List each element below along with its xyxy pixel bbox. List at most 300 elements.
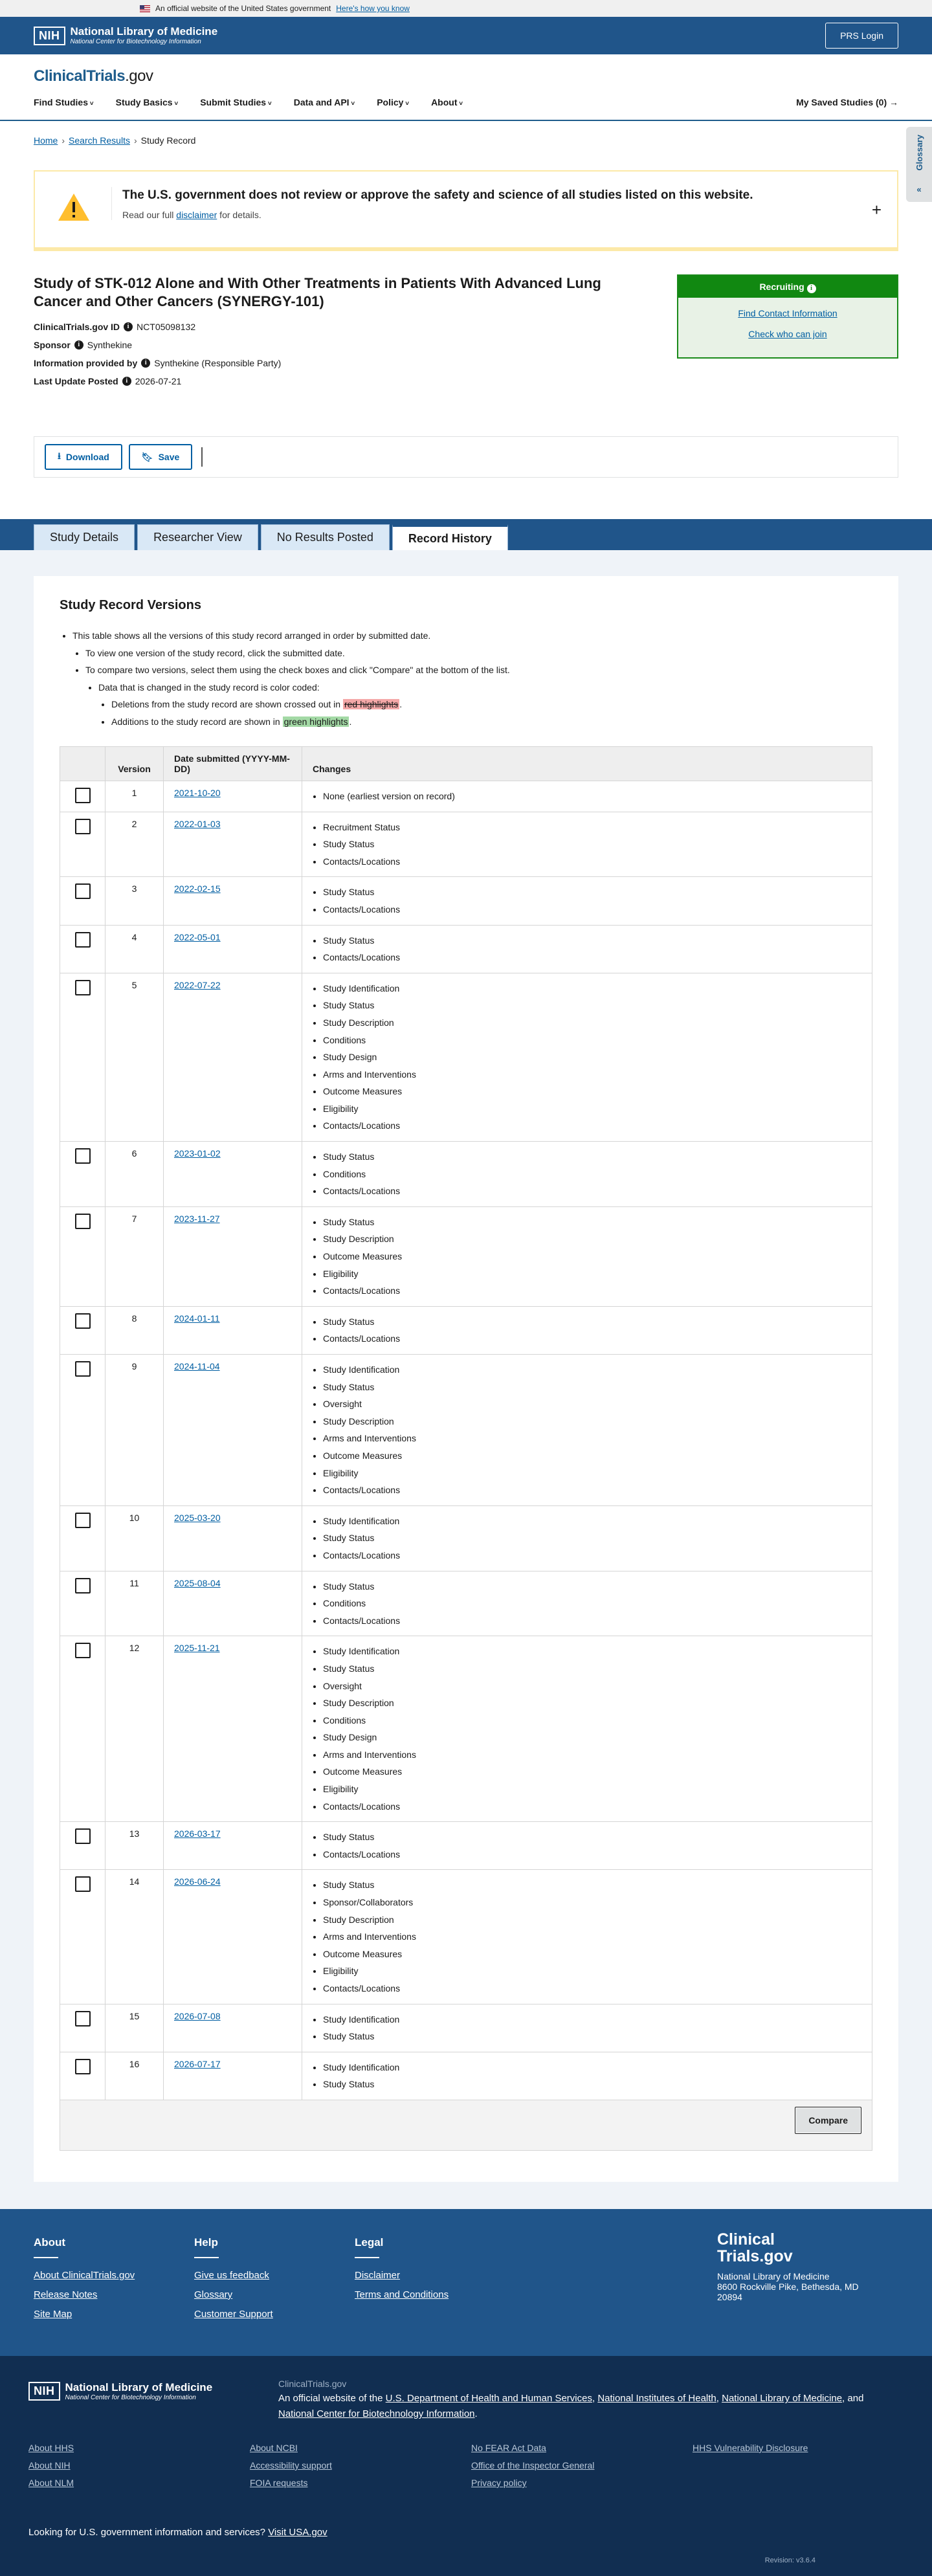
changes-cell: [302, 1355, 872, 1506]
col-date: Date submitted (YYYY-MM-DD): [164, 746, 302, 781]
footer-address: [717, 2231, 885, 2303]
tip-view: • To view one version of the study record, click the submitted date.: [85, 645, 872, 662]
save-button[interactable]: 🔖︎ Save: [129, 444, 192, 470]
tab-record-history[interactable]: Record History: [392, 524, 508, 550]
official-statement: ClinicalTrials.gov An official website of the U.S. Department of Health and Human Services, National Institutes of Health, National Library of Medicine, and National Center for Biotechnology Information.: [278, 2378, 864, 2420]
recruitment-status-box: [677, 274, 898, 359]
sponsor-value: Synthekine: [87, 340, 133, 350]
version-row: [60, 812, 872, 877]
tab-study-details[interactable]: Study Details: [34, 524, 135, 550]
version-number: 8: [105, 1306, 164, 1354]
version-checkbox[interactable]: [75, 1513, 91, 1528]
change-item: • Sponsor/Collaborators: [323, 1894, 861, 1911]
change-item: • Study Identification: [323, 1643, 861, 1660]
change-item: • Contacts/Locations: [323, 1547, 861, 1564]
version-date-link[interactable]: 2024-11-04: [174, 1361, 220, 1371]
info-icon[interactable]: i: [122, 377, 131, 386]
study-header: [0, 274, 932, 436]
version-date-link[interactable]: 2021-10-20: [174, 787, 221, 798]
versions-table: [60, 746, 872, 2151]
changes-cell: [302, 2004, 872, 2052]
version-date-link[interactable]: 2023-01-02: [174, 1148, 221, 1159]
nih-logo: NIH: [28, 2382, 60, 2401]
change-item: • Oversight: [323, 1395, 861, 1413]
version-row: [60, 1505, 872, 1571]
info-icon[interactable]: i: [74, 340, 83, 350]
footer-brand[interactable]: Clinical Trials.gov: [717, 2230, 793, 2266]
versions-instructions: [72, 627, 872, 731]
download-button[interactable]: ⭳ Download: [45, 444, 122, 470]
version-row: [60, 925, 872, 973]
date-cell: [164, 1822, 302, 1870]
tip-color-coded: • Data that is changed in the study record is color coded:: [98, 679, 872, 696]
col-version: Version: [105, 746, 164, 781]
change-item: • Arms and Interventions: [323, 1066, 861, 1083]
select-cell: [60, 1206, 105, 1306]
date-cell: [164, 1505, 302, 1571]
version-number: 9: [105, 1355, 164, 1506]
chevron-right-icon: ›: [133, 135, 137, 146]
tab-no-results-posted[interactable]: No Results Posted: [261, 524, 390, 550]
changes-cell: [302, 1571, 872, 1636]
toolbar-divider: [201, 447, 203, 467]
date-cell: [164, 1571, 302, 1636]
nlm-subtitle: National Center for Biotechnology Information: [70, 38, 201, 45]
site-header: [0, 54, 932, 121]
nlm-header: [0, 17, 932, 54]
compare-button[interactable]: Compare: [795, 2107, 861, 2134]
version-checkbox[interactable]: [75, 932, 91, 948]
change-item: • Contacts/Locations: [323, 1282, 861, 1300]
changes-cell: [302, 1142, 872, 1207]
change-item: • Study Identification: [323, 980, 861, 997]
version-date-link[interactable]: 2022-01-03: [174, 818, 221, 829]
change-item: • Study Description: [323, 1230, 861, 1248]
change-item: • Contacts/Locations: [323, 853, 861, 871]
footer-links-col3: [471, 2443, 594, 2495]
footer-disclaimer-link[interactable]: Disclaimer: [355, 2269, 401, 2281]
select-cell: [60, 925, 105, 973]
version-number: 10: [105, 1505, 164, 1571]
info-icon[interactable]: i: [124, 322, 133, 331]
change-item: • Recruitment Status: [323, 819, 861, 836]
change-item: • Eligibility: [323, 1100, 861, 1118]
footer-release-notes-link[interactable]: Release Notes: [34, 2289, 98, 2300]
col-changes: Changes: [302, 746, 872, 781]
nih-logo: NIH: [34, 27, 65, 45]
version-number: 7: [105, 1206, 164, 1306]
footer-legal-heading: Legal: [355, 2236, 384, 2248]
change-item: • Outcome Measures: [323, 1763, 861, 1781]
main-nav: [34, 97, 463, 107]
about-ncbi-link[interactable]: About NCBI: [250, 2442, 298, 2453]
revision-text: Revision: v3.6.4: [764, 2556, 816, 2564]
version-checkbox[interactable]: [75, 980, 91, 995]
version-checkbox[interactable]: [75, 1214, 91, 1229]
intro-text: • This table shows all the versions of this study record arranged in order by submitted date.: [72, 627, 872, 645]
glossary-tab[interactable]: [906, 127, 932, 202]
change-item: • Study Status: [323, 2076, 861, 2093]
version-checkbox[interactable]: [75, 1876, 91, 1892]
change-item: • Study Status: [323, 932, 861, 949]
version-number: 5: [105, 973, 164, 1141]
alert-text: Read our full disclaimer for details.: [122, 209, 261, 220]
version-row: [60, 1306, 872, 1354]
version-date-link[interactable]: 2022-05-01: [174, 931, 221, 942]
change-item: • Conditions: [323, 1712, 861, 1729]
info-icon[interactable]: i: [141, 359, 150, 368]
change-item: • Study Status: [323, 1379, 861, 1396]
download-icon: ⭳: [58, 450, 61, 461]
footer-links-col1: [28, 2443, 74, 2495]
select-cell: [60, 812, 105, 877]
version-row: [60, 973, 872, 1141]
versions-heading: Study Record Versions: [60, 598, 201, 612]
version-number: 15: [105, 2004, 164, 2052]
version-date-link[interactable]: 2025-11-21: [174, 1643, 220, 1654]
version-date-link[interactable]: 2025-03-20: [174, 1512, 221, 1523]
change-item: • Arms and Interventions: [323, 1928, 861, 1946]
usagov-link[interactable]: Visit USA.gov: [268, 2526, 327, 2538]
study-title: Study of STK-012 Alone and With Other Treatments in Patients With Advanced Lung Cancer and Other Cancers (SYNERGY-101): [34, 275, 601, 309]
change-item: • Outcome Measures: [323, 1447, 861, 1465]
inspector-general-link[interactable]: Office of the Inspector General: [471, 2459, 595, 2471]
version-checkbox[interactable]: [75, 2059, 91, 2074]
version-row: [60, 781, 872, 812]
version-number: 1: [105, 781, 164, 812]
change-item: • Contacts/Locations: [323, 1798, 861, 1815]
nav-find-studies[interactable]: Find Studies ˅: [34, 97, 94, 107]
nav-study-basics[interactable]: Study Basics ˅: [116, 97, 179, 107]
usagov-line: Looking for U.S. government information and services? Visit USA.gov: [28, 2526, 327, 2538]
date-cell: [164, 1870, 302, 2004]
date-cell: [164, 1206, 302, 1306]
footer-help-heading: Help: [194, 2236, 218, 2248]
privacy-policy-link[interactable]: Privacy policy: [471, 2477, 527, 2488]
select-cell: [60, 1355, 105, 1506]
version-date-link[interactable]: 2026-07-08: [174, 2010, 221, 2021]
change-item: • Study Status: [323, 883, 861, 901]
check-eligibility-link[interactable]: Check who can join: [748, 329, 827, 339]
col-select: [60, 746, 105, 781]
footer-about-heading: About: [34, 2236, 66, 2248]
change-item: • Study Status: [323, 836, 861, 853]
select-cell: [60, 973, 105, 1141]
alert-heading: The U.S. government does not review or approve the safety and science of all studies listed on this website.: [122, 188, 753, 202]
clinicaltrials-logo[interactable]: [34, 67, 153, 85]
changes-cell: [302, 1206, 872, 1306]
select-cell: [60, 1870, 105, 2004]
footer-terms-link[interactable]: Terms and Conditions: [355, 2289, 449, 2300]
changes-cell: [302, 781, 872, 812]
version-date-link[interactable]: 2026-03-17: [174, 1828, 221, 1839]
logo-part-b: .gov: [125, 67, 153, 85]
version-number: 3: [105, 877, 164, 925]
change-item: • Study Description: [323, 1911, 861, 1929]
version-date-link[interactable]: 2025-08-04: [174, 1577, 221, 1588]
accessibility-link[interactable]: Accessibility support: [250, 2459, 332, 2471]
change-item: • Contacts/Locations: [323, 1482, 861, 1499]
change-item: • Study Identification: [323, 1361, 861, 1379]
version-checkbox[interactable]: [75, 1643, 91, 1658]
version-row: [60, 2052, 872, 2100]
version-row: [60, 877, 872, 925]
change-item: • Contacts/Locations: [323, 1846, 861, 1863]
no-fear-act-link[interactable]: No FEAR Act Data: [471, 2442, 546, 2453]
version-number: 14: [105, 1870, 164, 2004]
compare-row: [60, 2100, 872, 2150]
select-cell: [60, 1306, 105, 1354]
version-checkbox[interactable]: [75, 819, 91, 834]
version-date-link[interactable]: 2022-07-22: [174, 979, 221, 990]
nav-policy[interactable]: Policy ˅: [377, 97, 409, 107]
changes-cell: [302, 1505, 872, 1571]
version-date-link[interactable]: 2023-11-27: [174, 1213, 220, 1224]
select-cell: [60, 1505, 105, 1571]
change-item: • Contacts/Locations: [323, 1330, 861, 1348]
version-row: [60, 1355, 872, 1506]
version-date-link[interactable]: 2026-06-24: [174, 1876, 221, 1887]
breadcrumb-home[interactable]: Home: [34, 135, 58, 146]
change-item: • Contacts/Locations: [323, 1980, 861, 1997]
version-checkbox[interactable]: [75, 788, 91, 803]
change-item: • Eligibility: [323, 1781, 861, 1798]
footer-support-link[interactable]: Customer Support: [194, 2308, 273, 2320]
study-tabs: [0, 519, 932, 550]
change-item: • Study Status: [323, 1214, 861, 1231]
nlm-footer-logo[interactable]: NIH National Library of Medicine National Center for Biotechnology Information: [28, 2382, 212, 2401]
change-item: • Study Status: [323, 997, 861, 1014]
footer-links-col4: [693, 2443, 808, 2460]
id-value: NCT05098132: [137, 322, 196, 332]
change-item: • Study Design: [323, 1729, 861, 1746]
change-item: • Study Status: [323, 1876, 861, 1894]
additions-note: • Additions to the study record are shown in green highlights .: [111, 713, 872, 731]
expand-plus-icon[interactable]: +: [871, 200, 882, 219]
logo-part-a: ClinicalTrials: [34, 67, 126, 85]
vulnerability-disclosure-link[interactable]: HHS Vulnerability Disclosure: [693, 2442, 808, 2453]
change-item: • Conditions: [323, 1595, 861, 1612]
changes-cell: [302, 2052, 872, 2100]
nav-data-and-api[interactable]: Data and API ˅: [294, 97, 355, 107]
last-update-value: 2026-07-21: [135, 376, 182, 386]
version-date-link[interactable]: 2026-07-17: [174, 2058, 221, 2069]
change-item: • Conditions: [323, 1166, 861, 1183]
red-highlight-sample: red highlights: [344, 699, 399, 710]
select-cell: [60, 1822, 105, 1870]
version-row: [60, 1636, 872, 1822]
gov-banner: [0, 0, 932, 17]
nav-about[interactable]: About ˅: [431, 97, 463, 107]
last-update-label: Last Update Posted: [34, 376, 118, 386]
footer-help-column: [194, 2236, 273, 2328]
versions-card: [34, 576, 898, 2182]
footer-street-address: 8600 Rockville Pike, Bethesda, MD 20894: [717, 2282, 859, 2303]
footer-feedback-link[interactable]: Give us feedback: [194, 2269, 269, 2281]
change-item: • Conditions: [323, 1032, 861, 1049]
change-item: • Contacts/Locations: [323, 1117, 861, 1135]
version-checkbox[interactable]: [75, 1578, 91, 1593]
change-item: • Study Description: [323, 1694, 861, 1712]
version-checkbox[interactable]: [75, 883, 91, 899]
heres-how-you-know-link[interactable]: Here's how you know: [336, 4, 410, 13]
version-checkbox[interactable]: [75, 1361, 91, 1377]
date-cell: [164, 1636, 302, 1822]
version-checkbox[interactable]: [75, 2011, 91, 2026]
tab-researcher-view[interactable]: Researcher View: [137, 524, 258, 550]
version-row: [60, 1822, 872, 1870]
changes-cell: [302, 1306, 872, 1354]
breadcrumb: [0, 121, 932, 156]
disclaimer-link[interactable]: disclaimer: [176, 209, 217, 220]
footer-about-ct-link[interactable]: About ClinicalTrials.gov: [34, 2269, 135, 2281]
changes-cell: [302, 1636, 872, 1822]
date-cell: [164, 925, 302, 973]
id-label: ClinicalTrials.gov ID: [34, 322, 120, 332]
about-nlm-link[interactable]: About NLM: [28, 2477, 74, 2488]
tip-compare: • To compare two versions, select them using the check boxes and click "Compare" at the bottom of the list.: [85, 661, 872, 679]
warning-icon: [57, 192, 91, 222]
change-item: • Study Status: [323, 1313, 861, 1331]
change-item: • Study Identification: [323, 1513, 861, 1530]
version-row: [60, 1571, 872, 1636]
change-item: • Study Status: [323, 1148, 861, 1166]
record-history-section: [0, 550, 932, 2209]
change-item: • Contacts/Locations: [323, 1183, 861, 1200]
change-item: • Study Status: [323, 1660, 861, 1678]
find-contact-link[interactable]: Find Contact Information: [738, 308, 838, 318]
gov-banner-text: An official website of the United States government: [155, 4, 331, 13]
version-date-link[interactable]: 2022-02-15: [174, 883, 221, 894]
breadcrumb-current: Study Record: [140, 135, 196, 146]
about-hhs-link[interactable]: About HHS: [28, 2442, 74, 2453]
glossary-label: Glossary: [914, 135, 924, 171]
us-flag-icon: [140, 5, 150, 12]
change-item: • Arms and Interventions: [323, 1746, 861, 1764]
footer-legal-column: [355, 2236, 449, 2309]
version-checkbox[interactable]: [75, 1313, 91, 1329]
nlm-logo[interactable]: [34, 26, 217, 45]
changes-cell: [302, 877, 872, 925]
recruiting-status: Recruiting i: [678, 276, 897, 298]
date-cell: [164, 973, 302, 1141]
changes-cell: [302, 1870, 872, 2004]
ncbi-link[interactable]: National Center for Biotechnology Information: [278, 2408, 475, 2420]
change-item: • None (earliest version on record): [323, 788, 861, 805]
change-item: • Contacts/Locations: [323, 1612, 861, 1630]
change-item: • Eligibility: [323, 1962, 861, 1980]
change-item: • Outcome Measures: [323, 1946, 861, 1963]
date-cell: [164, 877, 302, 925]
version-number: 2: [105, 812, 164, 877]
date-cell: [164, 812, 302, 877]
info-provided-value: Synthekine (Responsible Party): [154, 358, 282, 368]
green-highlight-sample: green highlights: [283, 716, 348, 727]
select-cell: [60, 1142, 105, 1207]
version-date-link[interactable]: 2024-01-11: [174, 1313, 220, 1324]
footer-links-col2: [250, 2443, 332, 2495]
date-cell: [164, 1355, 302, 1506]
select-cell: [60, 1571, 105, 1636]
date-cell: [164, 1306, 302, 1354]
change-item: • Study Status: [323, 2028, 861, 2045]
version-row: [60, 2004, 872, 2052]
select-cell: [60, 2004, 105, 2052]
my-saved-studies-link[interactable]: My Saved Studies (0) →: [796, 97, 898, 107]
version-number: 6: [105, 1142, 164, 1207]
date-cell: [164, 781, 302, 812]
changes-cell: [302, 812, 872, 877]
date-cell: [164, 2004, 302, 2052]
change-item: • Contacts/Locations: [323, 949, 861, 966]
select-cell: [60, 2052, 105, 2100]
change-item: • Study Status: [323, 1578, 861, 1595]
change-item: • Study Description: [323, 1413, 861, 1430]
change-item: • Outcome Measures: [323, 1248, 861, 1265]
date-cell: [164, 1142, 302, 1207]
deletions-note: • Deletions from the study record are shown crossed out in red highlights .: [111, 696, 872, 713]
version-number: 13: [105, 1822, 164, 1870]
hhs-link[interactable]: U.S. Department of Health and Human Services: [385, 2393, 592, 2404]
versions-body: [60, 781, 872, 2100]
nav-submit-studies[interactable]: Submit Studies ˅: [200, 97, 272, 107]
nlm-footer: [0, 2356, 932, 2576]
change-item: • Study Description: [323, 1014, 861, 1032]
breadcrumb-search-results[interactable]: Search Results: [69, 135, 130, 146]
info-icon[interactable]: i: [807, 284, 816, 293]
select-cell: [60, 781, 105, 812]
about-nih-link[interactable]: About NIH: [28, 2459, 71, 2471]
nih-link[interactable]: National Institutes of Health: [597, 2393, 716, 2404]
date-cell: [164, 2052, 302, 2100]
change-item: • Outcome Measures: [323, 1083, 861, 1100]
chevron-right-icon: ›: [61, 135, 65, 146]
change-item: • Eligibility: [323, 1265, 861, 1283]
select-cell: [60, 877, 105, 925]
select-cell: [60, 1636, 105, 1822]
sponsor-label: Sponsor: [34, 340, 71, 350]
version-number: 4: [105, 925, 164, 973]
footer-about-column: [34, 2236, 135, 2328]
change-item: • Arms and Interventions: [323, 1430, 861, 1447]
foia-link[interactable]: FOIA requests: [250, 2477, 308, 2488]
change-item: • Oversight: [323, 1678, 861, 1695]
version-number: 16: [105, 2052, 164, 2100]
change-item: • Study Status: [323, 1828, 861, 1846]
changes-cell: [302, 973, 872, 1141]
footer-org: National Library of Medicine: [717, 2271, 830, 2282]
change-item: • Study Design: [323, 1049, 861, 1066]
nlm-title: National Library of Medicine: [70, 25, 218, 38]
changes-cell: [302, 925, 872, 973]
footer-glossary-link[interactable]: Glossary: [194, 2289, 233, 2300]
version-row: [60, 1206, 872, 1306]
double-chevron-left-icon: «: [916, 184, 922, 194]
disclaimer-alert: [34, 170, 898, 251]
changes-cell: [302, 1822, 872, 1870]
footer-site-map-link[interactable]: Site Map: [34, 2308, 72, 2320]
prs-login-button[interactable]: PRS Login: [825, 23, 898, 49]
version-checkbox[interactable]: [75, 1148, 91, 1164]
change-item: • Contacts/Locations: [323, 901, 861, 918]
version-row: [60, 1870, 872, 2004]
nlm-link[interactable]: National Library of Medicine: [722, 2393, 843, 2404]
info-provided-label: Information provided by: [34, 358, 138, 368]
version-checkbox[interactable]: [75, 1828, 91, 1844]
change-item: • Eligibility: [323, 1465, 861, 1482]
change-item: • Study Status: [323, 1529, 861, 1547]
change-item: • Study Identification: [323, 2011, 861, 2028]
